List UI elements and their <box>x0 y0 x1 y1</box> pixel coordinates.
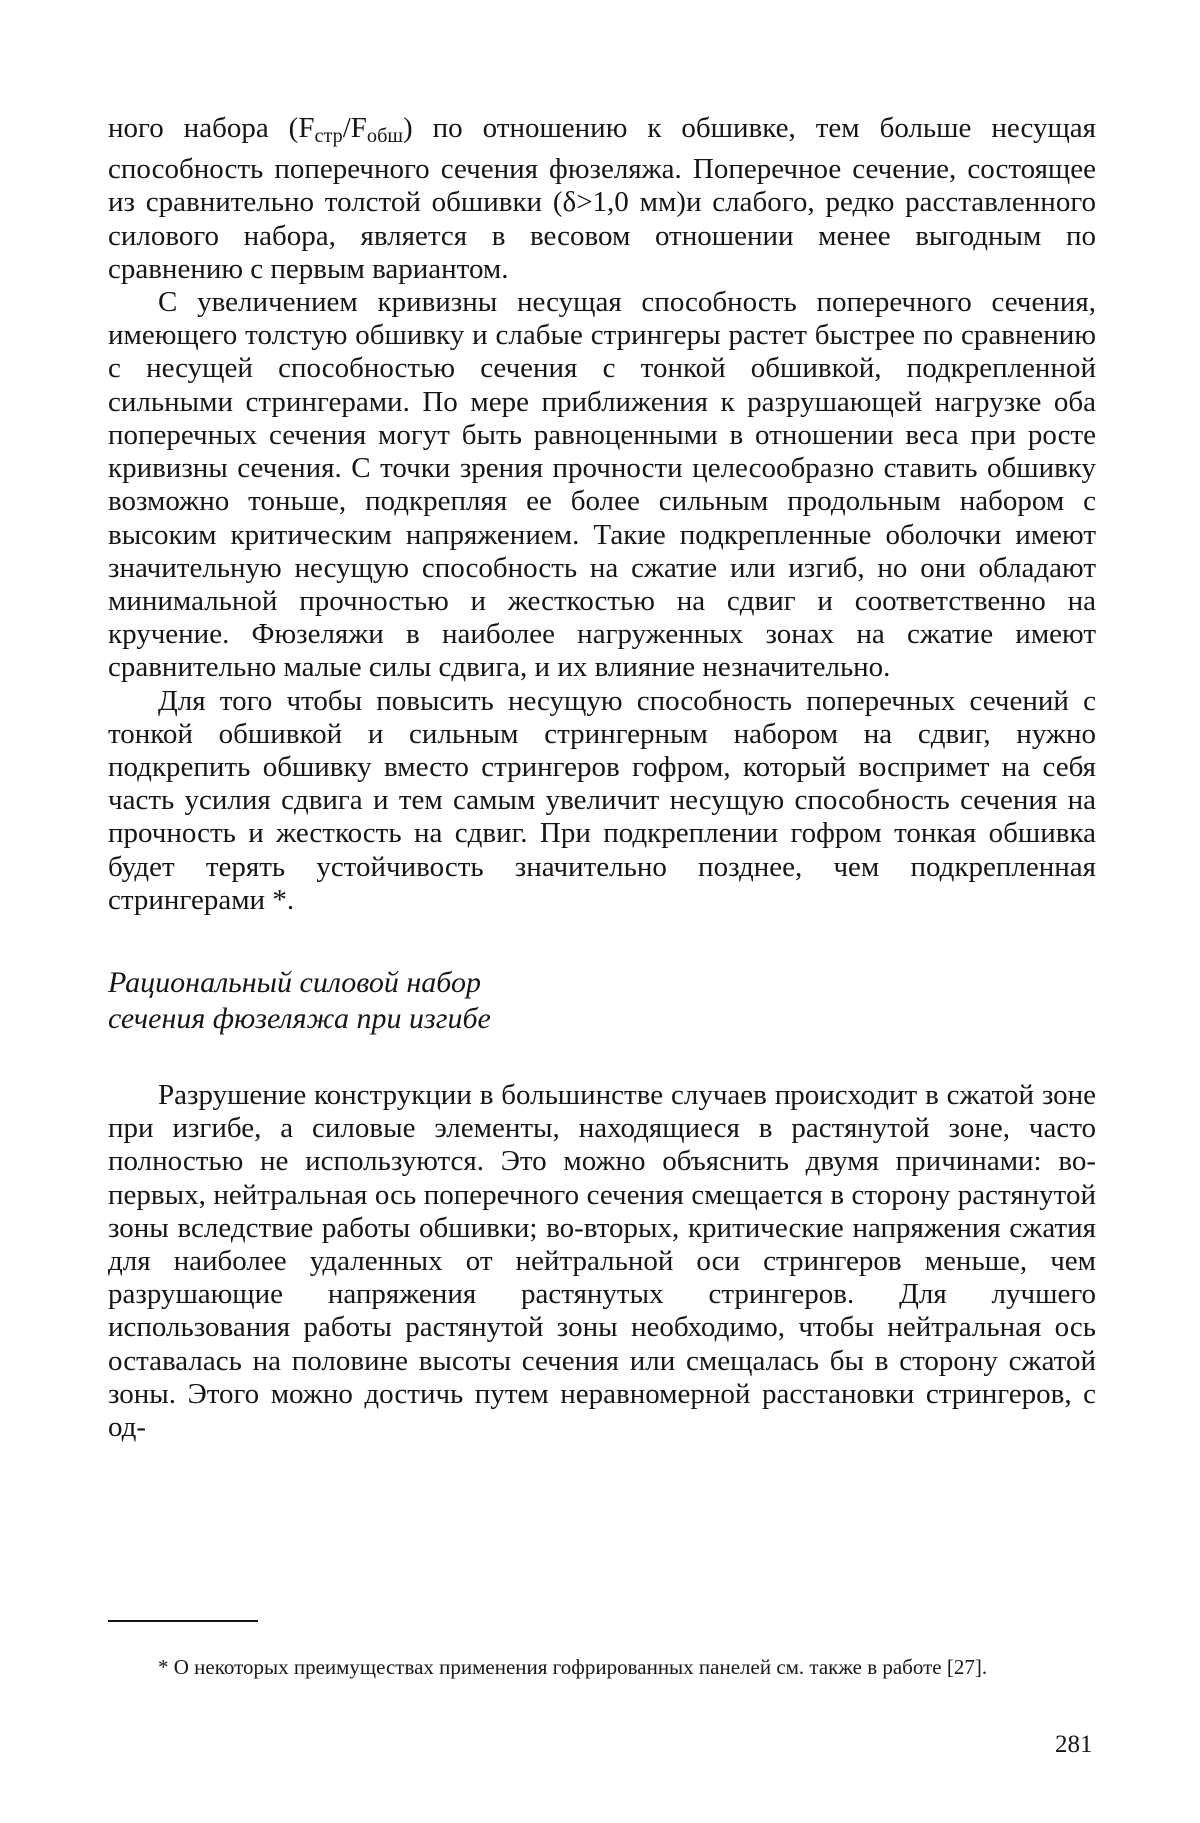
paragraph-1-text-mid: /F <box>342 112 367 144</box>
footnote-divider <box>108 1620 258 1622</box>
page-number: 281 <box>1055 1731 1093 1758</box>
paragraph-1-text-start: ного набора (F <box>108 112 315 144</box>
subscript-obsh: обш <box>366 125 403 148</box>
paragraph-1-text-end: ) по отношению к обшивке, тем больше несущая способность поперечного сечения фюзеляжа. Поперечное сечение, состоящее из сравнительно толстой обшивки (δ>1,0 мм)и слабого, редко расставленного силового набора, является в весовом отношении менее выгодным по сравнению с первым вариантом. <box>108 112 1096 285</box>
paragraph-1 <box>108 112 1096 286</box>
section-heading <box>108 965 1096 1037</box>
section-heading-line-1: Рациональный силовой набор <box>108 965 481 999</box>
section-heading-line-2: сечения фюзеляжа при изгибе <box>108 1001 491 1035</box>
paragraph-2: С увеличением кривизны несущая способность поперечного сечения, имеющего толстую обшивку и слабые стрингеры растет быстрее по сравнению с несущей способностью сечения с тонкой обшивкой, подкрепленной сильными стрингерами. По мере приближения к разрушающей нагрузке оба поперечных сечения могут быть равноценными в отношении веса при росте кривизны сечения. С точки зрения прочности целесообразно ставить обшивку возможно тоньше, подкрепляя ее более сильным продольным набором с высоким критическим напряжением. Такие подкрепленные оболочки имеют значительную несущую способность на сжатие или изгиб, но они обладают минимальной прочностью и жесткостью на сдвиг и соответственно на кручение. Фюзеляжи в наиболее нагруженных зонах на сжатие имеют сравнительно малые силы сдвига, и их влияние незначительно. <box>108 286 1096 684</box>
paragraph-4: Разрушение конструкции в большинстве случаев происходит в сжатой зоне при изгибе, а силовые элементы, находящиеся в растянутой зоне, часто полностью не используются. Это можно объяснить двумя причинами: во-первых, нейтральная ось поперечного сечения смещается в сторону растянутой зоны вследствие работы обшивки; во-вторых, критические напряжения сжатия для наиболее удаленных от нейтральной оси стрингеров меньше, чем разрушающие напряжения растянутых стрингеров. Для лучшего использования работы растянутой зоны необходимо, чтобы нейтральная ось оставалась на половине высоты сечения или смещалась бы в сторону сжатой зоны. Этого можно достичь путем неравномерной расстановки стрингеров, с од- <box>108 1078 1096 1443</box>
subscript-str: стр <box>314 125 343 148</box>
footnote: * О некоторых преимуществах применения гофрированных панелей см. также в работе [27]. <box>158 1655 988 1679</box>
paragraph-3: Для того чтобы повысить несущую способность поперечных сечений с тонкой обшивкой и сильным стрингерным набором на сдвиг, нужно подкрепить обшивку вместо стрингеров гофром, который воспримет на себя часть усилия сдвига и тем самым увеличит несущую способность сечения на прочность и жесткость на сдвиг. При подкреплении гофром тонкая обшивка будет терять устойчивость значительно позднее, чем подкрепленная стрингерами *. <box>108 684 1096 916</box>
page-body <box>108 112 1096 1444</box>
